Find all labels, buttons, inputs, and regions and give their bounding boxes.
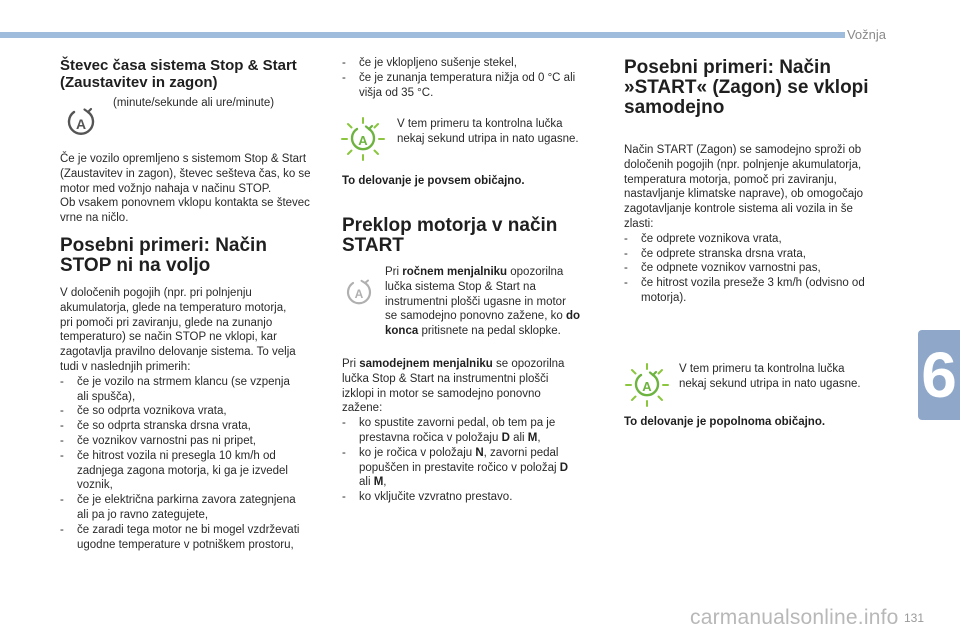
heading-switch-to-start: Preklop motorja v način START xyxy=(342,215,558,256)
section-title: Vožnja xyxy=(846,27,886,42)
svg-text:A: A xyxy=(358,133,368,148)
list-item: - če hitrost vozila ni presegla 10 km/h od zadnjega zagona motorja, ki ga je izvedel voznik, xyxy=(60,449,325,493)
normal-operation-note-start: To delovanje je popolnoma običajno. xyxy=(624,416,826,428)
stop-start-flashing-icon xyxy=(340,116,386,162)
list-item: - če odprete voznikova vrata, xyxy=(624,232,904,247)
list-item: - če je vklopljeno sušenje stekel, xyxy=(342,56,607,71)
unit-note: (minute/sekunde ali ure/minute) xyxy=(113,97,275,109)
page-number: 131 xyxy=(903,611,924,625)
list-item: - če voznikov varnostni pas ni pripet, xyxy=(60,434,325,449)
list-item: - če odpnete voznikov varnostni pas, xyxy=(624,261,904,276)
list-item: - če je vozilo na strmem klancu (se vzpenja ali spušča), xyxy=(60,375,325,405)
lamp-note-start: V tem primeru ta kontrolna lučka nekaj sekund utripa in nato ugasne. xyxy=(679,363,861,390)
chapter-tab: 6 xyxy=(918,330,960,420)
normal-operation-note: To delovanje je povsem običajno. xyxy=(342,175,525,187)
list-item: - če je zunanja temperatura nižja od 0 °C ali višja od 35 °C. xyxy=(342,71,607,101)
manual-gearbox-text: Pri ročnem menjalniku opozorilna lučka sistema Stop & Start na instrumentni plošči ugasne in motor se samodejno ponovno zažene, ko do konca pritisnete na pedal sklopke. xyxy=(385,266,580,338)
list-item: - če so odprta stranska drsna vrata, xyxy=(60,419,325,434)
stop-unavailable-text: V določenih pogojih (npr. pri polnjenju akumulatorja, glede na temperaturo motorja, pri pomoči pri zaviranju, glede na zunanjo temperaturo) se način STOP ne vklopi, kar zagotavlja pravilno delovanje sistema. To velja tudi v naslednjih primerih: - če je vozilo na strmem klancu (se vzpenja ali spušča), - če so odprta voznikova vrata, - če so odprta stranska drsna vrata, - če voznikov varnostni pas ni pripet, - če hitrost vozila ni presegla 10 km/h od zadnjega zagona motorja, ki ga je izvedel voznik, - če je električna parkirna zavora zategnjena ali pa jo ravno zategujete, - če zaradi tega motor ne bi mogel vzdrževati ugodne temperature v potniškem prostoru, xyxy=(60,286,325,552)
automatic-gearbox-text: Pri samodejnem menjalniku se opozorilna lučka Stop & Start na instrumentni plošči izklopi in motor se samodejno ponovno zažene: - ko spustite zavorni pedal, ob tem pa je prestavna ročica v položaju D ali M, - ko je ročica v položaju N, zavorni pedal popuščen in prestavite ročico v položaj D ali M, - ko vključite vzvratno prestavo. xyxy=(342,357,607,505)
timer-intro: Če je vozilo opremljeno s sistemom Stop & Start (Zaustavitev in zagon), števec sešteva čas, ko se motor med vožnjo nahaja v načinu STOP. Ob vsakem ponovnem vklopu kontakta se števec vrne na ničlo. xyxy=(60,153,311,225)
heading-stop-unavailable: Posebni primeri: Način STOP ni na voljo xyxy=(60,235,267,276)
list-item: - če zaradi tega motor ne bi mogel vzdrževati ugodne temperature v potniškem prostoru, xyxy=(60,523,325,553)
list-item: - če hitrost vozila preseže 3 km/h (odvisno od motorja). xyxy=(624,276,904,306)
list-item: - če so odprta voznikova vrata, xyxy=(60,404,325,419)
svg-text:A: A xyxy=(354,287,364,301)
lamp-note-stop: V tem primeru ta kontrolna lučka nekaj sekund utripa in nato ugasne. xyxy=(397,118,579,145)
header-bar xyxy=(0,32,845,38)
watermark: carmanualsonline.info xyxy=(690,606,899,629)
list-item: - ko spustite zavorni pedal, ob tem pa je prestavna ročica v položaju D ali M, xyxy=(342,416,607,446)
stop-start-flashing-icon xyxy=(624,362,670,408)
svg-text:A: A xyxy=(642,379,652,394)
stop-start-icon-grey xyxy=(344,278,374,308)
svg-text:A: A xyxy=(75,116,87,132)
list-item: - če odprete stranska drsna vrata, xyxy=(624,247,904,262)
heading-stop-start-timer: Števec časa sistema Stop & Start (Zaustavitev in zagon) xyxy=(60,57,297,91)
start-auto-text: Način START (Zagon) se samodejno sproži ob določenih pogojih (npr. polnjenje akumulatorja, temperatura motorja, pomoč pri zaviranju, nastavljanje klimatske naprave), ob omogočajo zagotavljanje kontrole sistema ali vozila in še zlasti: - če odprete voznikova vrata, - če odprete stranska drsna vrata, - če odpnete voznikov varnostni pas, - če hitrost vozila preseže 3 km/h (odvisno od motorja). xyxy=(624,143,904,306)
heading-start-auto: Posebni primeri: Način »START« (Zagon) se vklopi samodejno xyxy=(624,57,869,118)
conditions-continued xyxy=(342,56,607,100)
list-item: - ko je ročica v položaju N, zavorni pedal popuščen in prestavite ročico v položaj D ali M, xyxy=(342,446,607,490)
list-item: - če je električna parkirna zavora zategnjena ali pa jo ravno zategujete, xyxy=(60,493,325,523)
stop-start-icon xyxy=(64,106,98,140)
stop-unavailable-list xyxy=(60,375,325,553)
list-item: - ko vključite vzvratno prestavo. xyxy=(342,490,607,505)
